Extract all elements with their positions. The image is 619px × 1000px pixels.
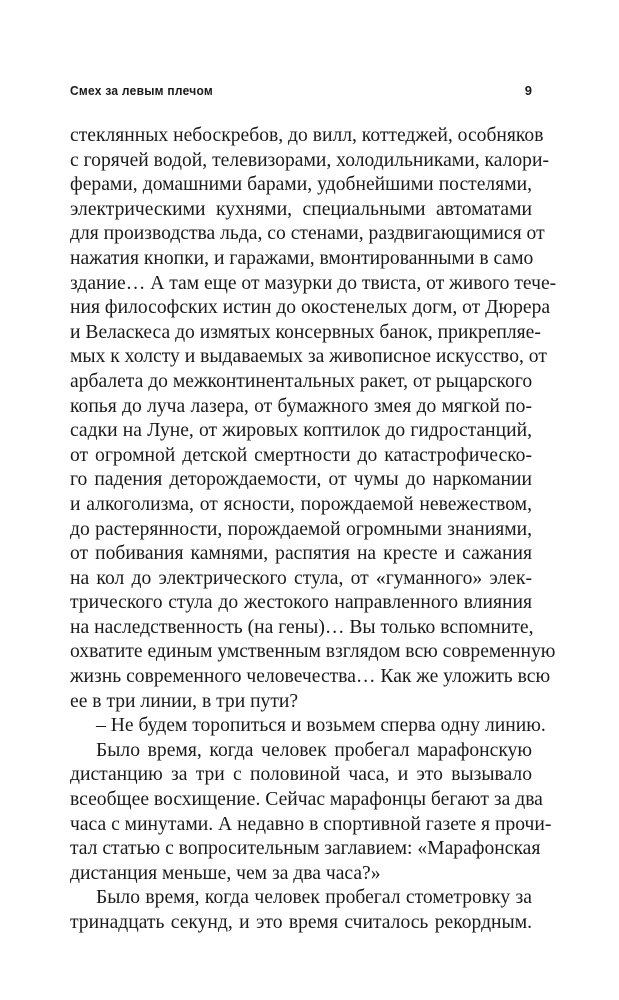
text-line: тал статью с вопросительным заглавием: «Марафонская [70, 838, 541, 860]
running-title: Смех за левым плечом [70, 83, 214, 98]
text-line: до растерянности, порождаемой огромными знаниями, [70, 518, 532, 540]
text-line: мых к холсту и выдаваемых за живописное искусство, от [70, 346, 547, 368]
text-line: и алкоголизма, от ясности, порождаемой невежеством, [70, 493, 532, 515]
text-line: с горячей водой, телевизорами, холодильниками, калори- [70, 149, 549, 171]
text-line: нажатия кнопки, и гаражами, вмонтированными в само [70, 247, 534, 269]
text-line: жизнь современного человечества… Как же уложить всю [70, 666, 551, 688]
text-line: тринадцать секунд, и это время считалось рекордным. [70, 912, 532, 933]
text-line: Было время, когда человек пробегал марафонскую [96, 739, 532, 761]
text-line: ее в три линии, в три пути? [70, 690, 299, 712]
text-line: дистанция меньше, чем за два часа?» [70, 862, 381, 884]
text-line: трического стула до жестокого направленного влияния [70, 592, 532, 614]
text-line: Было время, когда человек пробегал стометровку за [96, 887, 532, 909]
text-line: го падения деторождаемости, от чумы до наркомании [70, 469, 532, 491]
text-line: ния философских истин до окостенелых догм, от Дюрера [70, 297, 551, 319]
text-line: всеобщее восхищение. Сейчас марафонцы бегают за два [70, 789, 543, 811]
text-line: – Не будем торопиться и возьмем сперва одну линию. [96, 715, 546, 737]
text-line: для производства льда, со стенами, раздвигающимися от [70, 223, 545, 245]
text-line: дистанцию за три с половиной часа, и это вызывало [70, 764, 532, 786]
page-header [70, 83, 532, 103]
text-line: копья до луча лазера, от бумажного змея до мягкой по- [70, 395, 532, 417]
body-text [70, 124, 557, 936]
page-number: 9 [524, 83, 532, 98]
text-line: на кол до электрического стула, от «гуманного» элек- [70, 567, 532, 589]
text-line: ферами, домашними барами, удобнейшими постелями, [70, 174, 532, 196]
text-line: от огромной детской смертности до катастрофическо- [70, 444, 532, 466]
text-line: и Веласкеса до измятых консервных банок, прикрепляе- [70, 321, 541, 343]
text-line: арбалета до межконтинентальных ракет, от рыцарского [70, 370, 533, 392]
text-line: часа с минутами. А недавно в спортивной газете я прочи- [70, 813, 552, 835]
text-line: стеклянных небоскребов, до вилл, коттеджей, особняков [70, 125, 544, 146]
text-line: садки на Луне, от жировых коптилок до гидростанций, [70, 420, 532, 442]
text-line: от побивания камнями, распятия на кресте и сажания [70, 543, 532, 565]
text-line: электрическими кухнями, специальными автоматами [70, 198, 532, 220]
text-line: на наследственность (на гены)… Вы только вспомните, [70, 616, 534, 638]
text-line: здание… А там еще от мазурки до твиста, от живого тече- [70, 272, 557, 294]
text-line: охватите единым умственным взглядом всю современную [70, 641, 556, 663]
